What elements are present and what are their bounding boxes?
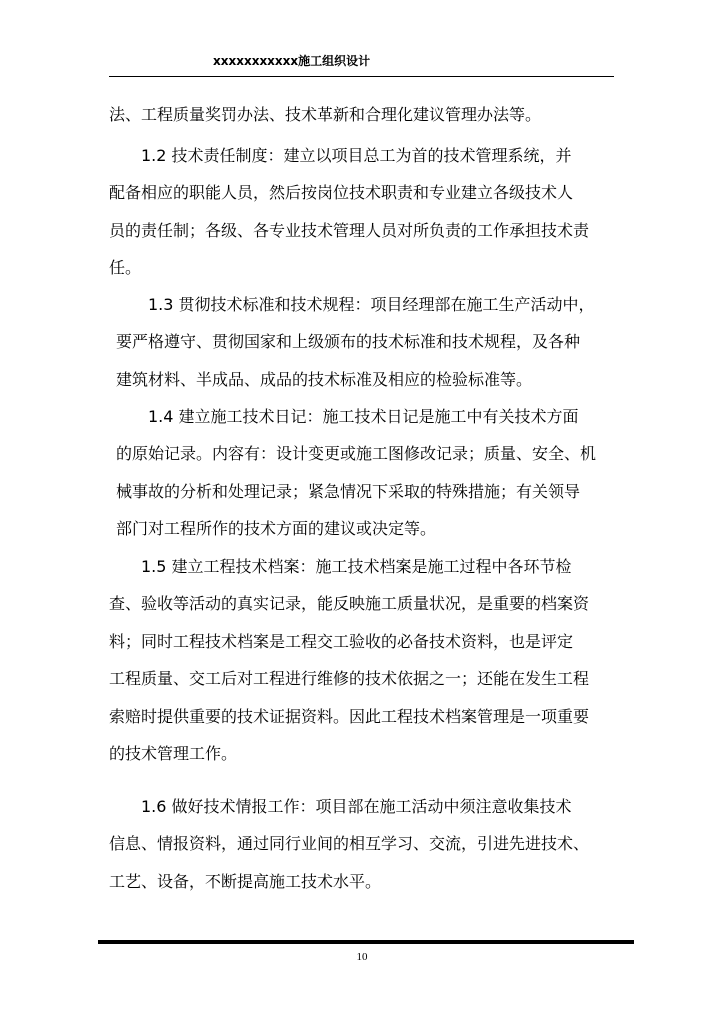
paragraph-intro-tail <box>109 96 541 133</box>
text-line: 1.5 建立工程技术档案：施工技术档案是施工过程中各环节检 <box>109 557 572 576</box>
text-line: 1.6 做好技术情报工作：项目部在施工活动中须注意收集技术 <box>109 797 572 816</box>
text-line: 部门对工程所作的技术方面的建议或决定等。 <box>116 519 437 539</box>
text-line: 1.4 建立施工技术日记：施工技术日记是施工中有关技术方面 <box>116 407 579 426</box>
text-line: 信息、情报资料，通过同行业间的相互学习、交流，引进先进技术、 <box>109 834 590 854</box>
text-line: 工程质量、交工后对工程进行维修的技术依据之一；还能在发生工程 <box>109 669 590 689</box>
text-line: 法、工程质量奖罚办法、技术革新和合理化建议管理办法等。 <box>109 105 542 124</box>
text-line: 要严格遵守、贯彻国家和上级颁布的技术标准和技术规程，及各种 <box>116 332 581 352</box>
text-line: 料；同时工程技术档案是工程交工验收的必备技术资料，也是评定 <box>109 631 574 651</box>
text-line: 工艺、设备，不断提高施工技术水平。 <box>109 871 382 891</box>
text-line: 员的责任制；各级、各专业技术管理人员对所负责的工作承担技术责 <box>109 220 590 240</box>
page-number: 10 <box>356 951 368 963</box>
text-line: 配备相应的职能人员，然后按岗位技术职责和专业建立各级技术人 <box>109 183 574 203</box>
paragraph-1-5-technical-archives <box>109 548 589 772</box>
footer-divider <box>98 940 634 944</box>
paragraph-1-3-technical-standards <box>116 286 595 398</box>
paragraph-1-4-construction-diary <box>116 398 596 548</box>
text-line: 1.2 技术责任制度：建立以项目总工为首的技术管理系统，并 <box>109 146 572 165</box>
header-divider <box>109 76 614 77</box>
text-line: 查、验收等活动的真实记录，能反映施工质量状况，是重要的档案资 <box>109 594 590 614</box>
text-line: 建筑材料、半成品、成品的技术标准及相应的检验标准等。 <box>116 369 533 389</box>
paragraph-1-2-technical-responsibility <box>109 137 589 287</box>
text-line: 的技术管理工作。 <box>109 743 238 763</box>
text-line: 1.3 贯彻技术标准和技术规程：项目经理部在施工生产活动中， <box>116 295 595 314</box>
text-line: 械事故的分析和处理记录；紧急情况下采取的特殊措施；有关领导 <box>116 481 581 501</box>
text-line: 索赔时提供重要的技术证据资料。因此工程技术档案管理是一项重要 <box>109 706 590 726</box>
running-header-title: xxxxxxxxxxx施工组织设计 <box>213 54 371 68</box>
text-line: 任。 <box>109 258 142 278</box>
paragraph-1-6-technical-intelligence <box>109 788 589 900</box>
text-line: 的原始记录。内容有：设计变更或施工图修改记录；质量、安全、机 <box>116 444 597 464</box>
